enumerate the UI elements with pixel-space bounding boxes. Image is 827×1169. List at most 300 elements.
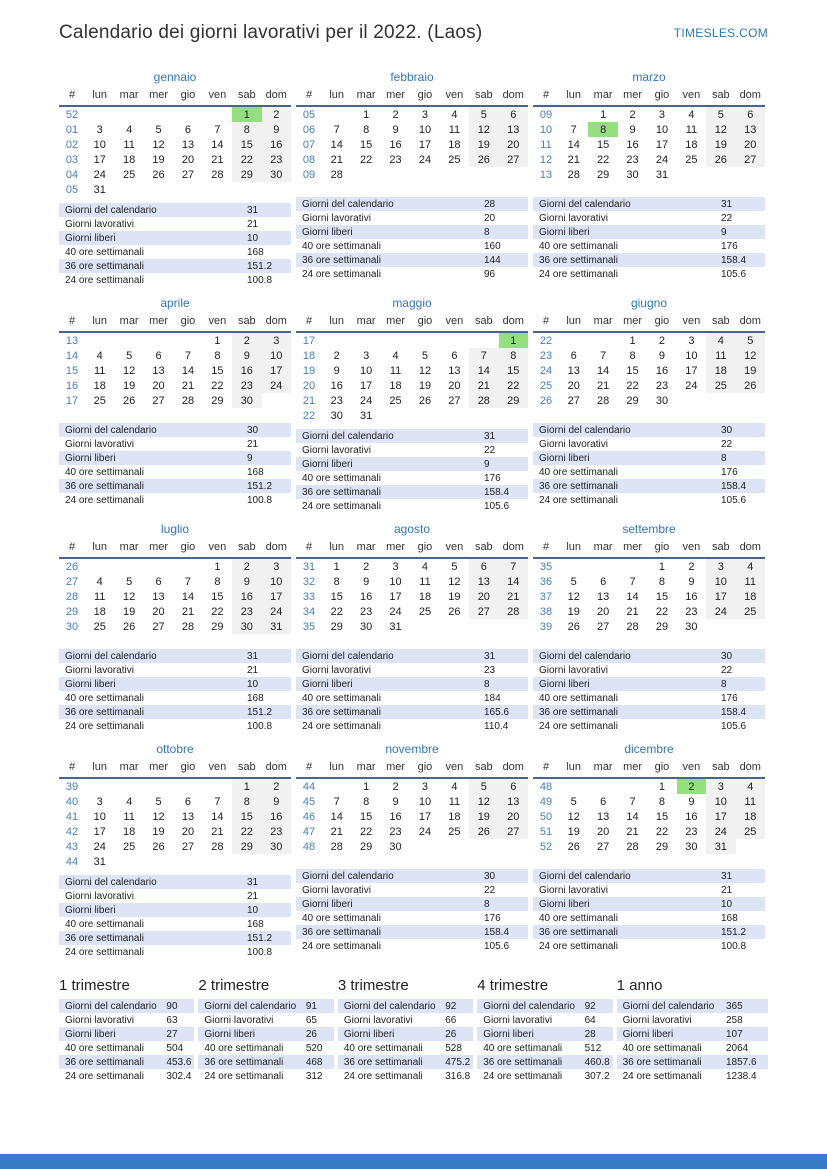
stat-label: Giorni del calendario xyxy=(539,424,631,436)
day-cell: 4 xyxy=(736,558,765,574)
page-header xyxy=(59,20,768,64)
stat-row xyxy=(477,1069,612,1083)
week-row xyxy=(296,809,528,824)
day-cell xyxy=(114,182,143,197)
day-cell: 27 xyxy=(736,152,765,167)
day-cell: 21 xyxy=(597,379,610,392)
day-cell: 2 xyxy=(629,108,636,121)
stat-label: Giorni del calendario xyxy=(622,1000,715,1012)
day-cell: 13 xyxy=(597,810,610,823)
stat-value: 65 xyxy=(305,1014,317,1026)
day-header-mer: mer xyxy=(144,314,173,332)
day-cell: 3 xyxy=(706,558,735,574)
week-row xyxy=(533,558,765,574)
stat-label: 36 ore settimanali xyxy=(65,932,144,944)
week-row xyxy=(296,167,528,182)
month-stats xyxy=(533,423,765,507)
stat-row xyxy=(533,211,765,225)
day-header-gio: gio xyxy=(173,760,202,778)
stat-row xyxy=(59,875,291,889)
day-cell xyxy=(410,839,439,854)
day-header-sab: sab xyxy=(469,314,498,332)
day-cell: 12 xyxy=(567,810,580,823)
day-cell: 24 xyxy=(706,824,735,839)
stat-label: Giorni del calendario xyxy=(204,1000,297,1012)
stat-value: 100.8 xyxy=(247,274,273,286)
week-number: 42 xyxy=(65,825,79,838)
month-marzo xyxy=(533,70,765,287)
day-cell: 15 xyxy=(211,590,224,603)
day-cell: 22 xyxy=(211,605,224,618)
day-cell: 3 xyxy=(96,795,103,808)
week-number: 43 xyxy=(65,840,79,853)
day-cell xyxy=(410,332,439,348)
day-cell: 20 xyxy=(597,605,610,618)
week-number: 50 xyxy=(539,810,553,823)
day-cell: 23 xyxy=(232,378,261,393)
day-cell xyxy=(499,619,528,634)
day-cell: 27 xyxy=(499,152,528,167)
month-calendar-wrap xyxy=(296,540,528,643)
stat-row xyxy=(296,211,528,225)
stat-label: 40 ore settimanali xyxy=(65,692,144,704)
week-number: 49 xyxy=(539,795,553,808)
week-row xyxy=(59,589,291,604)
day-cell: 16 xyxy=(389,138,402,151)
stat-label: Giorni lavorativi xyxy=(302,664,371,676)
day-cell: 2 xyxy=(392,780,399,793)
day-header-dom: dom xyxy=(736,88,765,106)
week-number: 48 xyxy=(539,780,553,793)
stat-label: Giorni liberi xyxy=(65,232,116,244)
week-number: 05 xyxy=(65,183,79,196)
week-row xyxy=(296,106,528,122)
day-cell xyxy=(588,558,617,574)
week-number: 26 xyxy=(65,560,79,573)
day-cell xyxy=(173,332,202,348)
day-cell: 30 xyxy=(262,167,291,182)
stat-row xyxy=(533,649,765,663)
day-cell: 13 xyxy=(499,122,528,137)
day-cell: 8 xyxy=(363,123,370,136)
stat-label: 40 ore settimanali xyxy=(65,466,144,478)
stat-value: 110.4 xyxy=(484,720,509,732)
day-cell xyxy=(588,778,617,794)
day-cell: 22 xyxy=(232,152,261,167)
day-cell: 3 xyxy=(262,558,291,574)
stat-row xyxy=(59,1027,194,1041)
day-cell xyxy=(618,778,647,794)
day-cell: 11 xyxy=(419,575,431,588)
day-cell xyxy=(559,332,588,348)
stat-value: 504 xyxy=(166,1042,184,1054)
stat-value: 100.8 xyxy=(247,946,273,958)
day-cell: 20 xyxy=(499,137,528,152)
stat-row xyxy=(296,911,528,925)
stat-label: 24 ore settimanali xyxy=(302,720,381,732)
month-stats xyxy=(296,429,528,513)
day-cell xyxy=(144,558,173,574)
month-settembre xyxy=(533,522,765,733)
stat-value: 105.6 xyxy=(484,940,510,952)
day-cell: 7 xyxy=(333,795,340,808)
day-header-mar: mar xyxy=(588,760,617,778)
day-cell: 7 xyxy=(629,795,636,808)
day-cell: 13 xyxy=(567,364,580,377)
month-title: settembre xyxy=(622,522,676,536)
stat-label: 24 ore settimanali xyxy=(65,274,144,286)
site-link[interactable]: TIMESLES.COM xyxy=(673,26,768,40)
stat-value: 100.8 xyxy=(721,940,747,952)
stat-value: 28 xyxy=(584,1028,596,1040)
month-calendar xyxy=(296,314,528,423)
stat-value: 158.4 xyxy=(484,926,510,938)
day-cell: 26 xyxy=(123,394,136,407)
day-cell: 12 xyxy=(448,575,461,588)
day-cell: 31 xyxy=(93,183,106,196)
stat-row xyxy=(533,479,765,493)
day-cell: 21 xyxy=(499,589,528,604)
stat-row xyxy=(296,705,528,719)
week-number: 23 xyxy=(539,349,553,362)
month-title: ottobre xyxy=(156,742,194,756)
day-cell: 28 xyxy=(330,168,343,181)
day-header-lun: lun xyxy=(559,760,588,778)
day-cell: 16 xyxy=(262,809,291,824)
stat-row xyxy=(296,869,528,883)
summary-stats xyxy=(338,999,473,1083)
day-cell: 18 xyxy=(418,590,432,603)
day-cell: 18 xyxy=(706,363,735,378)
summary-1-trimestre xyxy=(59,977,194,1083)
stat-label: 36 ore settimanali xyxy=(302,254,381,266)
day-cell: 23 xyxy=(389,153,402,166)
week-number: 48 xyxy=(302,840,316,853)
stat-value: 9 xyxy=(247,452,253,464)
month-title: novembre xyxy=(385,742,439,756)
stat-row xyxy=(59,1041,194,1055)
day-cell xyxy=(469,332,498,348)
week-row xyxy=(59,137,291,152)
day-cell xyxy=(322,106,351,122)
stat-row xyxy=(533,423,765,437)
week-row xyxy=(533,167,765,182)
stat-label: 36 ore settimanali xyxy=(302,706,381,718)
day-cell: 16 xyxy=(232,363,261,378)
month-calendar-wrap xyxy=(59,314,291,417)
day-cell: 14 xyxy=(469,363,498,378)
stat-row xyxy=(296,197,528,211)
day-cell: 6 xyxy=(600,575,607,588)
day-cell: 26 xyxy=(736,378,765,393)
day-cell xyxy=(736,839,765,854)
day-cell: 6 xyxy=(155,349,162,362)
day-cell: 1 xyxy=(333,560,340,573)
week-number: 51 xyxy=(539,825,553,838)
day-cell: 29 xyxy=(330,620,343,633)
day-cell xyxy=(706,619,735,634)
day-cell: 21 xyxy=(330,825,343,838)
day-cell xyxy=(469,167,498,182)
stat-label: Giorni liberi xyxy=(65,452,116,464)
day-cell xyxy=(559,106,588,122)
week-row xyxy=(533,393,765,408)
day-cell: 23 xyxy=(360,605,373,618)
day-cell: 6 xyxy=(184,123,192,136)
day-cell: 26 xyxy=(448,605,461,618)
stat-row xyxy=(296,719,528,733)
day-cell: 4 xyxy=(706,332,735,348)
day-cell: 6 xyxy=(469,558,498,574)
day-cell: 6 xyxy=(499,778,528,794)
week-row xyxy=(59,778,291,794)
day-cell: 20 xyxy=(499,809,528,824)
stat-label: 24 ore settimanali xyxy=(302,940,381,952)
day-cell xyxy=(469,408,498,423)
day-cell: 6 xyxy=(499,106,528,122)
stat-row xyxy=(533,705,765,719)
day-cell: 10 xyxy=(93,810,106,823)
day-cell: 2 xyxy=(232,558,261,574)
calendar-header-row xyxy=(59,540,291,558)
day-cell: 26 xyxy=(123,620,136,633)
day-cell: 28 xyxy=(469,393,498,408)
day-cell: 15 xyxy=(232,809,261,824)
day-cell: 23 xyxy=(655,379,669,392)
day-header-mer: mer xyxy=(618,88,647,106)
day-header-ven: ven xyxy=(440,540,469,558)
day-cell: 21 xyxy=(211,153,224,166)
day-cell: 30 xyxy=(685,840,698,853)
day-header-sab: sab xyxy=(232,760,261,778)
holiday-day-cell: 2 xyxy=(677,778,706,794)
stat-row xyxy=(59,423,291,437)
stat-value: 8 xyxy=(484,898,490,910)
stat-value: 10 xyxy=(247,678,259,690)
stat-value: 468 xyxy=(305,1056,323,1068)
day-cell: 2 xyxy=(363,560,370,573)
day-cell xyxy=(144,778,173,794)
day-cell: 26 xyxy=(567,620,580,633)
week-number: 09 xyxy=(302,168,316,181)
stat-row xyxy=(338,1041,473,1055)
day-cell: 5 xyxy=(706,106,735,122)
holiday-day-cell: 1 xyxy=(499,332,528,348)
day-cell: 23 xyxy=(232,604,261,619)
month-title: dicembre xyxy=(624,742,674,756)
day-cell: 4 xyxy=(736,778,765,794)
stat-label: 24 ore settimanali xyxy=(204,1070,284,1082)
day-header-dom: dom xyxy=(499,88,528,106)
day-cell: 18 xyxy=(93,379,106,392)
week-row xyxy=(533,604,765,619)
month-febbraio xyxy=(296,70,528,287)
stat-label: 40 ore settimanali xyxy=(65,918,144,930)
stat-label: Giorni del calendario xyxy=(539,870,631,882)
day-cell: 8 xyxy=(658,575,666,588)
stat-row xyxy=(533,883,765,897)
day-cell: 30 xyxy=(262,839,291,854)
day-cell: 21 xyxy=(626,605,639,618)
month-title: marzo xyxy=(632,70,666,84)
day-header-ven: ven xyxy=(203,760,232,778)
stat-label: 40 ore settimanali xyxy=(204,1042,284,1054)
day-cell: 14 xyxy=(330,810,343,823)
day-cell: 5 xyxy=(126,349,133,362)
stat-value: 22 xyxy=(721,664,733,676)
day-cell: 19 xyxy=(152,825,165,838)
day-cell xyxy=(114,778,143,794)
day-cell xyxy=(410,408,439,423)
day-cell xyxy=(351,167,380,182)
week-number: 01 xyxy=(65,123,79,136)
day-cell: 29 xyxy=(211,394,224,407)
stat-label: Giorni del calendario xyxy=(302,430,394,442)
stat-row xyxy=(296,499,528,513)
day-cell: 28 xyxy=(211,840,224,853)
month-calendar xyxy=(533,540,765,634)
stat-label: Giorni liberi xyxy=(622,1028,674,1040)
day-header-mer: mer xyxy=(618,760,647,778)
stat-value: 1857.6 xyxy=(725,1056,757,1068)
week-number: 44 xyxy=(65,855,79,868)
day-header-dom: dom xyxy=(499,540,528,558)
day-cell: 16 xyxy=(232,589,261,604)
stat-value: 158.4 xyxy=(484,486,510,498)
stat-row xyxy=(477,1041,612,1055)
month-calendar xyxy=(533,760,765,854)
day-cell: 9 xyxy=(333,364,340,377)
month-calendar-wrap xyxy=(533,760,765,863)
day-cell xyxy=(144,182,173,197)
day-cell: 14 xyxy=(330,138,343,151)
week-row xyxy=(59,182,291,197)
month-stats xyxy=(296,197,528,281)
day-header-gio: gio xyxy=(410,314,439,332)
day-cell: 14 xyxy=(211,810,224,823)
week-number: 08 xyxy=(302,153,316,166)
day-cell: 23 xyxy=(330,394,343,407)
day-header-gio: gio xyxy=(173,88,202,106)
stat-row xyxy=(617,1055,768,1069)
day-cell: 1 xyxy=(214,560,221,573)
calendar-header-row xyxy=(59,88,291,106)
day-cell: 9 xyxy=(363,575,370,588)
month-calendar xyxy=(296,760,528,854)
day-cell: 11 xyxy=(685,123,698,136)
day-cell xyxy=(588,332,617,348)
week-number: 34 xyxy=(302,605,316,618)
week-row xyxy=(296,122,528,137)
summary-stats xyxy=(198,999,333,1083)
stat-label: Giorni del calendario xyxy=(302,650,394,662)
day-cell: 13 xyxy=(448,364,461,377)
month-title: agosto xyxy=(393,522,431,536)
stat-value: 168 xyxy=(247,246,264,258)
month-calendar xyxy=(533,88,765,182)
stat-label: 24 ore settimanali xyxy=(539,720,618,732)
day-cell xyxy=(232,182,261,197)
page-title: Calendario dei giorni lavorativi per il 2022. (Laos) xyxy=(59,22,483,43)
stat-value: 28 xyxy=(484,198,496,210)
day-cell xyxy=(618,558,647,574)
day-cell: 25 xyxy=(123,168,136,181)
stat-label: 36 ore settimanali xyxy=(622,1056,702,1068)
day-header-lun: lun xyxy=(559,88,588,106)
day-cell: 19 xyxy=(706,137,735,152)
day-cell: 11 xyxy=(123,810,135,823)
day-cell: 2 xyxy=(262,778,291,794)
day-header-dom: dom xyxy=(262,88,291,106)
week-row xyxy=(533,152,765,167)
stat-label: Giorni del calendario xyxy=(65,1000,157,1012)
stat-label: Giorni liberi xyxy=(204,1028,255,1040)
day-cell: 8 xyxy=(214,575,221,588)
day-cell: 11 xyxy=(448,795,461,808)
week-number: 04 xyxy=(65,168,79,181)
day-cell: 24 xyxy=(360,394,373,407)
day-cell: 20 xyxy=(152,379,165,392)
day-cell: 12 xyxy=(152,810,165,823)
day-cell: 15 xyxy=(232,137,261,152)
day-cell xyxy=(351,332,380,348)
stat-value: 96 xyxy=(484,268,496,280)
day-cell: 29 xyxy=(499,393,528,408)
day-cell xyxy=(736,619,765,634)
stat-row xyxy=(533,869,765,883)
day-cell: 23 xyxy=(685,605,698,618)
stat-value: 91 xyxy=(305,1000,317,1012)
stat-row xyxy=(296,691,528,705)
stat-row xyxy=(59,245,291,259)
month-ottobre xyxy=(59,742,291,959)
day-cell: 11 xyxy=(94,364,106,377)
day-cell: 12 xyxy=(123,590,136,603)
day-header-lun: lun xyxy=(322,760,351,778)
day-cell: 29 xyxy=(655,840,669,853)
day-cell: 24 xyxy=(262,604,291,619)
day-cell: 4 xyxy=(451,108,458,121)
day-cell: 24 xyxy=(685,379,698,392)
week-number: 13 xyxy=(539,168,553,181)
day-header-lun: lun xyxy=(322,88,351,106)
week-row xyxy=(59,152,291,167)
day-cell: 29 xyxy=(655,620,669,633)
day-cell: 7 xyxy=(214,123,221,136)
day-cell: 11 xyxy=(706,348,735,363)
day-cell: 13 xyxy=(152,364,165,377)
day-header-lun: lun xyxy=(559,314,588,332)
week-row xyxy=(533,589,765,604)
day-cell: 1 xyxy=(658,780,666,793)
day-header-gio: gio xyxy=(647,314,676,332)
day-header-lun: lun xyxy=(85,540,114,558)
week-row xyxy=(296,152,528,167)
summary-4-trimestre xyxy=(477,977,612,1083)
day-cell: 9 xyxy=(392,123,399,136)
week-row xyxy=(296,589,528,604)
stat-value: 105.6 xyxy=(721,268,747,280)
day-cell: 4 xyxy=(392,349,399,362)
stat-row xyxy=(59,273,291,287)
day-header-mer: mer xyxy=(381,314,410,332)
day-header-mar: mar xyxy=(588,88,617,106)
summary-1-anno xyxy=(617,977,768,1083)
stat-row xyxy=(477,1027,612,1041)
stat-label: 24 ore settimanali xyxy=(302,500,381,512)
stat-value: 20 xyxy=(484,212,496,224)
week-number: 44 xyxy=(302,780,316,793)
